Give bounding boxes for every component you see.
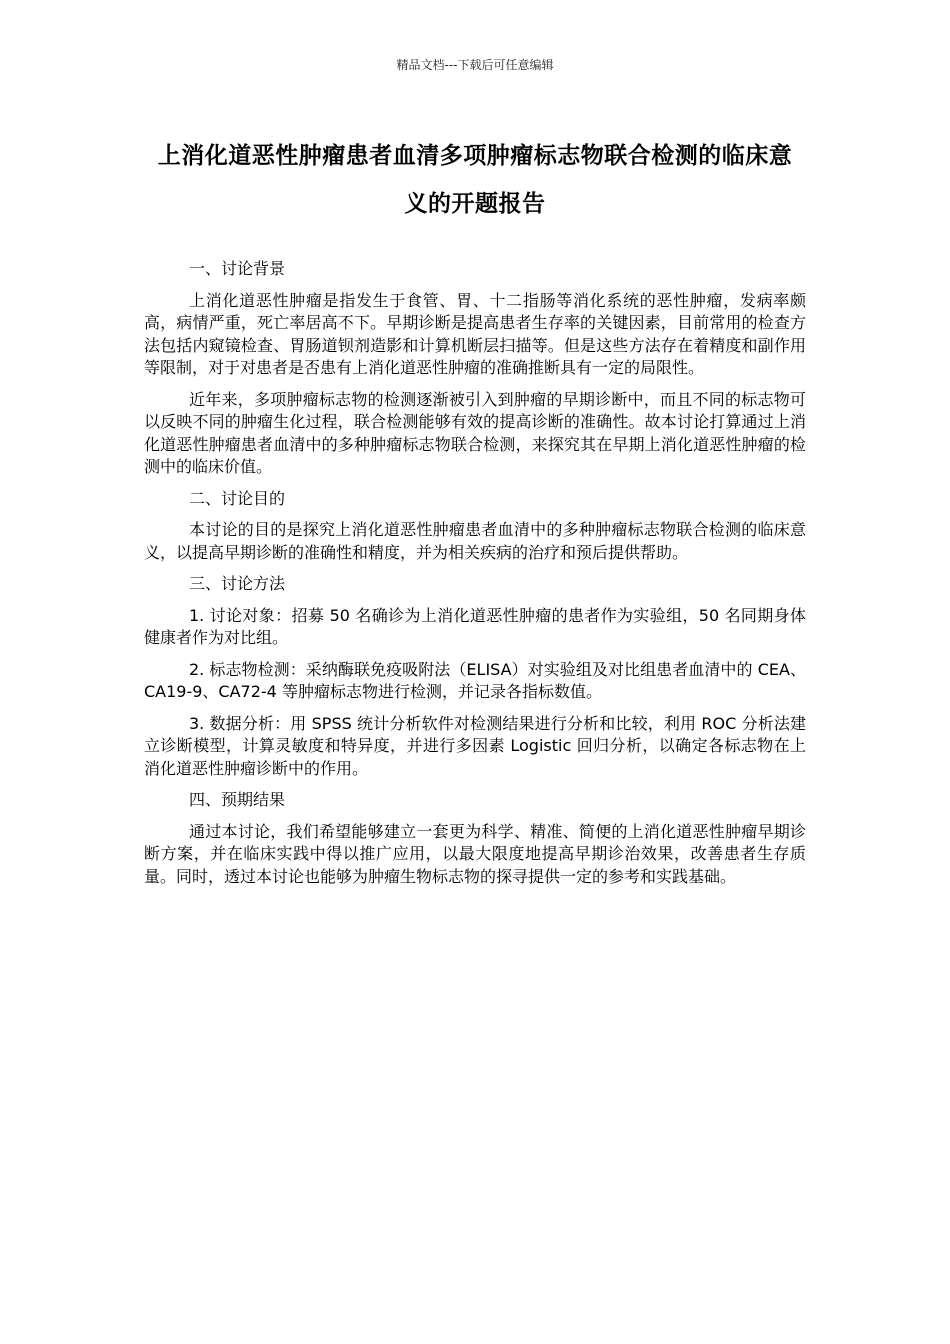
section-heading-methods: 三、讨论方法: [189, 574, 286, 593]
background-paragraph-2: 近年来，多项肿瘤标志物的检测逐渐被引入到肿瘤的早期诊断中，而且不同的标志物可以反映不同的肿瘤生化过程，联合检测能够有效的提高诊断的准确性。故本讨论打算通过上消化道恶性肿瘤患者血清中的多种肿瘤标志物联合检测，来探究其在早期上消化道恶性肿瘤的检测中的临床价值。: [144, 389, 806, 476]
section-heading-purpose: 二、讨论目的: [189, 488, 286, 508]
methods-item-2: 2. 标志物检测：采纳酶联免疫吸附法（ELISA）对实验组及对比组患者血清中的 CEA、CA19-9、CA72-4 等肿瘤标志物进行检测，并记录各指标数值。: [144, 659, 806, 701]
purpose-paragraph: 本讨论的目的是探究上消化道恶性肿瘤患者血清中的多种肿瘤标志物联合检测的临床意义，以提高早期诊断的准确性和精度，并为相关疾病的治疗和预后提供帮助。: [144, 520, 806, 562]
background-paragraph-1: 上消化道恶性肿瘤是指发生于食管、胃、十二指肠等消化系统的恶性肿瘤，发病率颇高，病情严重，死亡率居高不下。早期诊断是提高患者生存率的关键因素，目前常用的检查方法包括内窥镜检查、胃肠道钡剂造影和计算机断层扫描等。但是这些方法存在着精度和副作用等限制，对于对患者是否患有上消化道恶性肿瘤的准确推断具有一定的局限性。: [144, 290, 806, 377]
document-title: 上消化道恶性肿瘤患者血清多项肿瘤标志物联合检测的临床意义的开题报告: [157, 143, 793, 217]
expected-paragraph: 通过本讨论，我们希望能够建立一套更为科学、精准、简便的上消化道恶性肿瘤早期诊断方案，并在临床实践中得以推广应用，以最大限度地提高早期诊治效果，改善患者生存质量。同时，透过本讨论也能够为肿瘤生物标志物的探寻提供一定的参考和实践基础。: [144, 821, 806, 886]
document-body: [144, 258, 806, 897]
section-heading-expected: 四、预期结果: [189, 790, 286, 809]
page-header: 精品文档---下载后可任意编辑: [396, 58, 554, 72]
methods-item-1: 1. 讨论对象：招募 50 名确诊为上消化道恶性肿瘤的患者作为实验组，50 名同期身体健康者作为对比组。: [144, 605, 806, 647]
methods-item-3: 3. 数据分析：用 SPSS 统计分析软件对检测结果进行分析和比较，利用 ROC 分析法建立诊断模型，计算灵敏度和特异度，并进行多因素 Logistic 回归分析，以确定各标志物在上消化道恶性肿瘤诊断中的作用。: [144, 713, 806, 778]
section-heading-background: 一、讨论背景: [189, 259, 286, 278]
